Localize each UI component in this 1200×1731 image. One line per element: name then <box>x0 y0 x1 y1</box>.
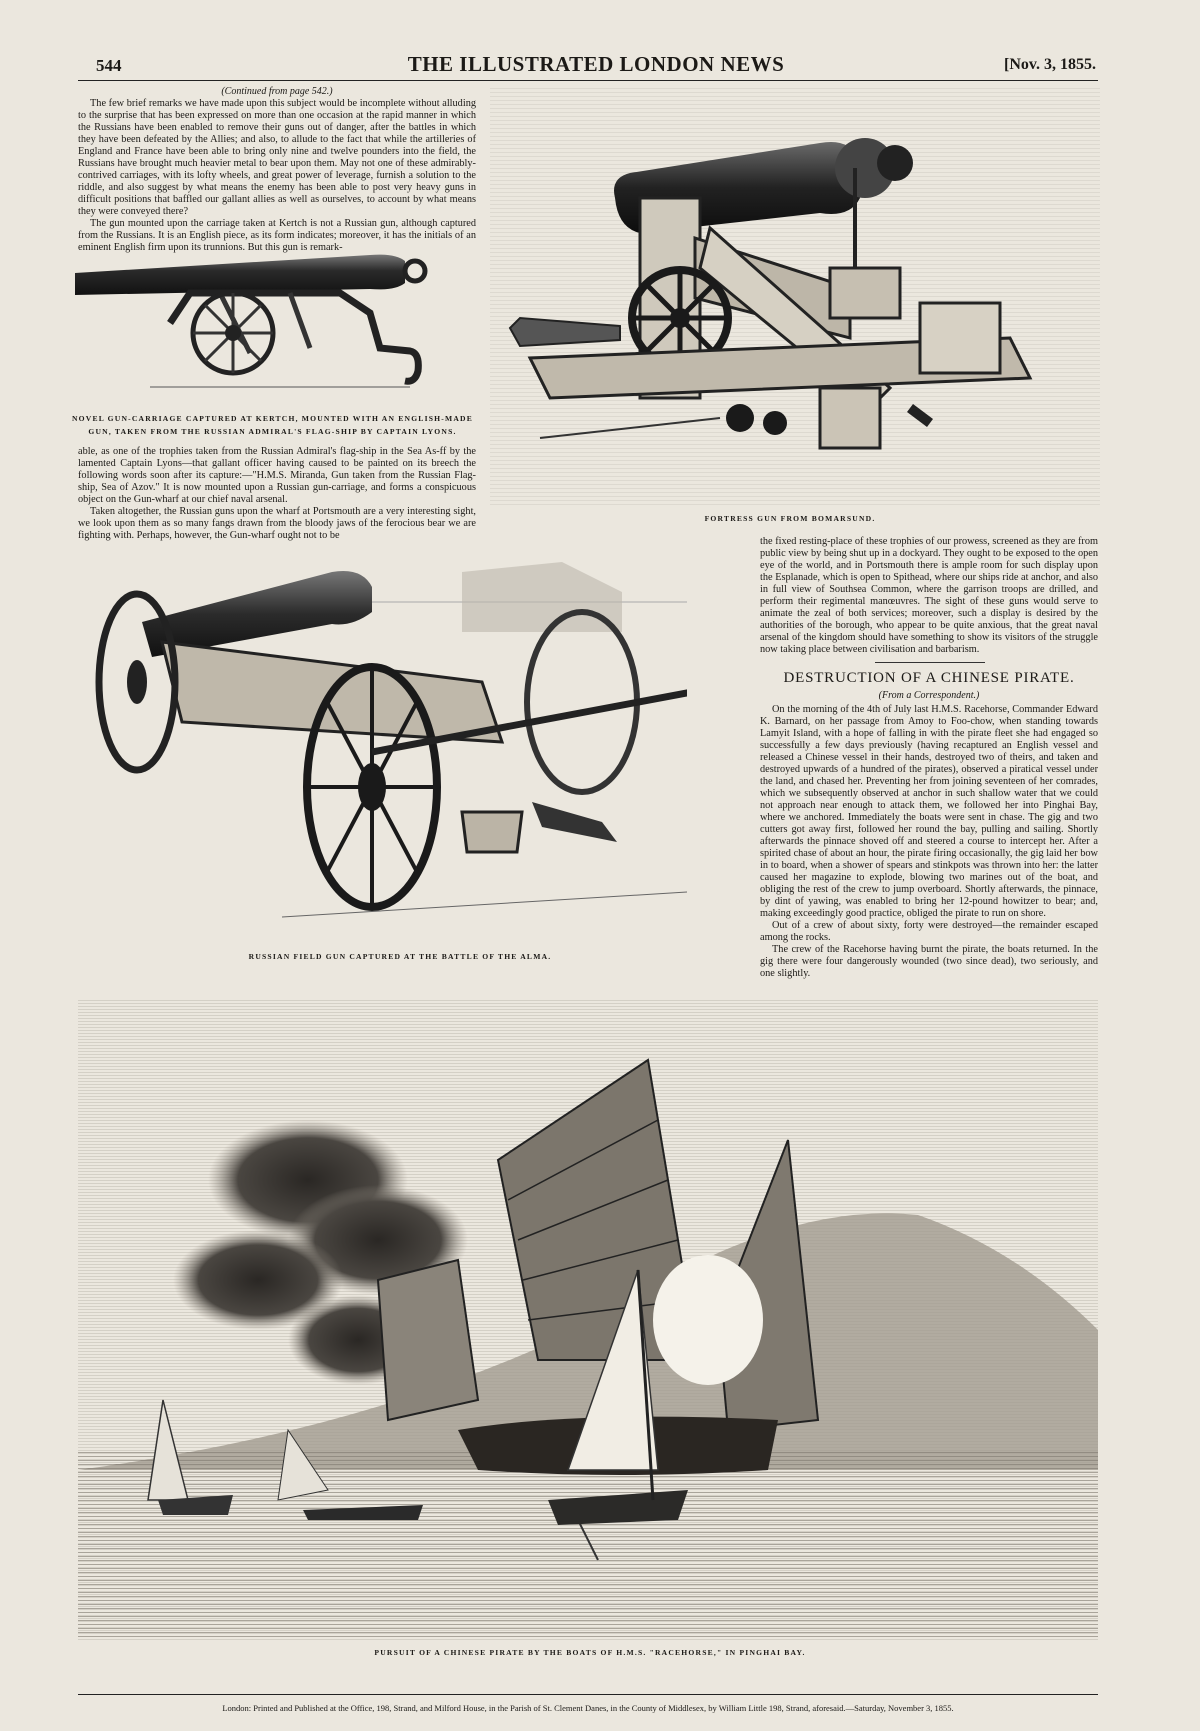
article-right-column <box>760 536 1098 656</box>
pirate-heading: DESTRUCTION OF A CHINESE PIRATE. <box>783 670 1075 686</box>
page-number: 544 <box>96 56 122 75</box>
article-continuation <box>78 446 476 542</box>
article-paragraph: Taken altogether, the Russian guns upon the wharf at Portsmouth are a very interesting sight, we look upon them as so many fangs drawn from the bloody jaws of the ferocious bear we are fighting with. Perhaps, however, the Gun-wharf ought not to be <box>78 506 476 541</box>
continued-note: (Continued from page 542.) <box>221 86 333 97</box>
article-paragraph: The few brief remarks we have made upon this subject would be incomplete without alluding to the surprise that has been expressed on more than one occasion at the rapid manner in which the Russians have been enabled to remove their guns out of danger, after the battles in which they have been defeated by the Allies; and also, to allude to the fact that while the artilleries of England and France have been able to bring only nine and twelve pounders into the field, the Russians have brought much heavier metal to bear upon them. May not one of these admirably-contrived carriages, with its lofty wheels, and great power of leverage, furnish a solution to the riddle, and also suggest by what means the enemy has been able to post very heavy guns in difficult positions that baffled our gallant allies as well as ourselves, to account by what means they were conveyed there? <box>78 98 476 217</box>
imprint-footer: London: Printed and Published at the Office, 198, Strand, and Milford House, in the Parish of St. Clement Danes, in the County of Middlesex, by William Little 198, Strand, aforesaid.—Saturday, November 3, 1855. <box>222 1703 954 1713</box>
newspaper-title: THE ILLUSTRATED LONDON NEWS <box>407 52 785 76</box>
article-paragraph: able, as one of the trophies taken from the Russian Admiral's flag-ship in the Sea As-ff by the lamented Captain Lyons—that gallant officer having caused to be painted on its breech the following words soon after its capture:—"H.M.S. Miranda, Gun taken from the Russian Flag-ship, Sea of Azov." It is now mounted upon a Russian gun-carriage, and forms a conspicuous object on the Gun-wharf at our chief naval arsenal. <box>78 446 476 505</box>
article-intro <box>78 86 476 254</box>
pirate-article <box>760 704 1098 980</box>
kertch-caption <box>70 412 475 438</box>
kertch-gun-engraving <box>70 253 475 403</box>
article-paragraph: the fixed resting-place of these trophies of our prowess, screened as they are from public view by being shut up in a dockyard. They ought to be exposed to the open eye of the world, and in Portsmouth there is ample room for such display upon the Esplanade, which is open to Spithead, where our ships ride at anchor, and also in full view of Southsea Common, where the garrison troops are drilled, and perform their regimental manœuvres. The sight of these guns would serve to animate the zeal of both services; moreover, such a display is desired by the authorities of the borough, who appear to be quite anxious, that the great naval arsenal of the kingdom should have something to show its visitors of the struggle now taking place between civilisation and barbarism. <box>760 536 1098 655</box>
caption-line: GUN, TAKEN FROM THE RUSSIAN ADMIRAL'S FLAG-SHIP BY CAPTAIN LYONS. <box>88 427 457 436</box>
pirate-caption: PURSUIT OF A CHINESE PIRATE BY THE BOATS OF H.M.S. "RACEHORSE," IN PINGHAI BAY. <box>374 1648 806 1657</box>
article-paragraph: On the morning of the 4th of July last H.M.S. Racehorse, Commander Edward K. Barnard, on her passage from Amoy to Foo-chow, when standing towards Lamyit Island, with a hope of falling in with the pirate fleet she had engaged so successfully a few days previously (having recaptured an English vessel and released a Chinese vessel in their hands, destroyed two of theirs, and taken and destroyed upwards of a hundred of the pirates), observed a piratical vessel under the land, and chased her. Preventing her from joining seventeen of her comrades, which we subsequently observed at anchor in such shallow water that we could not approach near enough to attack them, we followed her into Pinghai Bay, where we anchored. Immediately the boats were sent in chase. The gig and two cutters got away first, followed her round the bay, pulling and sailing. Shortly afterwards the pinnace shoved off and steered a course to intercept her. After a spirited chase of about an hour, the pirate firing occasionally, the gig laid her bow in to board, when a shower of spears and stinkpots was thrown into her: the latter caused her magazine to explode, blowing two marines out of the boat, and obliging the rest of the crew to jump overboard. Shortly afterwards, the pinnace, by dint of yawing, was enabled to bring her 12-pound howitzer to bear; and, making exceedingly good practice, obliged the pirate to run on shore. <box>760 704 1098 919</box>
section-divider <box>875 662 985 663</box>
bomarsund-gun-illustration <box>490 88 1100 508</box>
caption-line: NOVEL GUN-CARRIAGE CAPTURED AT KERTCH, MOUNTED WITH AN ENGLISH-MADE <box>71 414 473 423</box>
alma-caption: RUSSIAN FIELD GUN CAPTURED AT THE BATTLE OF THE ALMA. <box>248 952 552 961</box>
pirate-junk-engraving <box>78 1000 1098 1640</box>
article-paragraph: The crew of the Racehorse having burnt the pirate, the boats returned. In the gig there were four dangerously wounded (two since dead), two seriously, and one slightly. <box>760 944 1098 979</box>
bomarsund-caption: FORTRESS GUN FROM BOMARSUND. <box>704 514 876 523</box>
fortress-gun-engraving <box>490 88 1100 508</box>
alma-field-gun-illustration <box>82 552 687 937</box>
issue-date: [Nov. 3, 1855. <box>1004 56 1096 73</box>
pirate-subheading: (From a Correspondent.) <box>878 690 980 701</box>
masthead-rule <box>78 80 1098 81</box>
article-paragraph: The gun mounted upon the carriage taken at Kertch is not a Russian gun, although captured from the Russians. It is an English piece, as its form indicates; moreover, it has the initials of an eminent English firm upon its trunnions. But this gun is remark- <box>78 218 476 253</box>
masthead <box>96 52 1096 82</box>
article-paragraph: Out of a crew of about sixty, forty were destroyed—the remainder escaped among the rocks. <box>760 920 1098 943</box>
kertch-gun-illustration <box>70 253 475 403</box>
field-gun-engraving <box>82 552 687 937</box>
footer-rule <box>78 1694 1098 1695</box>
pirate-pursuit-illustration <box>78 1000 1098 1640</box>
